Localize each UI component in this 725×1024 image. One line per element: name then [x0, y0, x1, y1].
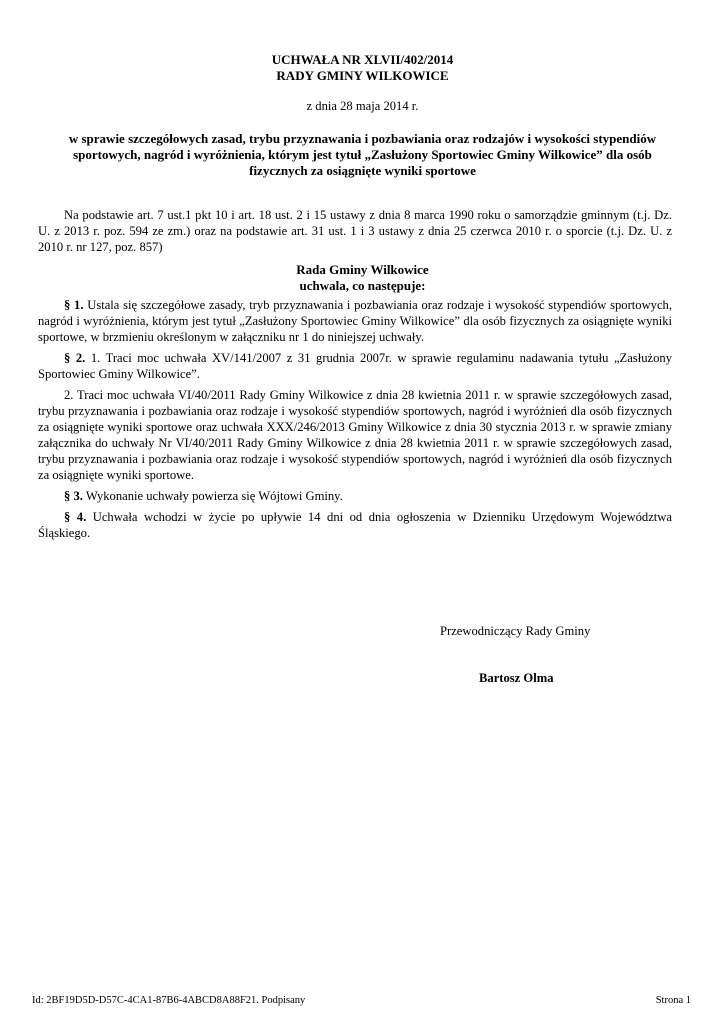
paragraph-3: [38, 488, 672, 504]
paragraph-4: [38, 509, 672, 541]
resolution-body: [38, 297, 672, 541]
document-id-footer: Id: 2BF19D5D-D57C-4CA1-87B6-4ABCD8A88F21. Podpisany: [32, 995, 306, 1006]
paragraph-marker: § 3.: [64, 489, 83, 503]
council-resolves: [60, 262, 665, 294]
page-number: Strona 1: [655, 995, 691, 1006]
paragraph-text: 2. Traci moc uchwała VI/40/2011 Rady Gminy Wilkowice z dnia 28 kwietnia 2011 r. w sprawie szczegółowych zasad, trybu przyznawania i pozbawiania oraz rodzaje i wysokość stypendiów sportowych, nagród i wyróżnień dla osób fizycznych za osiągnięte wyniki sportowe oraz uchwała XXX/246/2013 Gminy Wilkowice z dnia 30 stycznia 2013 r. w sprawie zmiany załącznika do uchwały Nr VI/40/2011 Rady Gminy Wilkowice z dnia 28 kwietnia 2011 r. w sprawie szczegółowych zasad, trybu przyznawania i pozbawiania oraz rodzaje i wysokość stypendiów sportowych, nagród i wyróżnień dla osób fizycznych za osiągnięte wyniki sportowe.: [38, 388, 672, 482]
paragraph-text: 1. Traci moc uchwała XV/141/2007 z 31 grudnia 2007r. w sprawie regulaminu nadawania tytułu „Zasłużony Sportowiec Gminy Wilkowice”.: [38, 351, 672, 381]
resolution-subject: w sprawie szczegółowych zasad, trybu przyznawania i pozbawiania oraz rodzajów i wysokości stypendiów sportowych, nagród i wyróżnienia, którym jest tytuł „Zasłużony Sportowiec Gminy Wilkowice” dla osób fizycznych za osiągnięte wyniki sportowe: [68, 131, 657, 178]
council-line-2: uchwala, co następuje:: [299, 278, 426, 293]
paragraph-1: [38, 297, 672, 345]
paragraph-2: [38, 350, 672, 382]
legal-basis: [38, 207, 672, 255]
paragraph-text: Uchwała wchodzi w życie po upływie 14 dni od dnia ogłoszenia w Dzienniku Urzędowym Województwa Śląskiego.: [38, 510, 672, 540]
signatory-name: Bartosz Olma: [479, 671, 554, 685]
paragraph-text: Ustala się szczegółowe zasady, tryb przyznawania i pozbawiania oraz rodzaje i wysokość stypendiów sportowych, nagród i wyróżnienia, którym jest tytuł „Zasłużony Sportowiec Gminy Wilkowice” dla osób fizycznych za osiągnięte wyniki sportowe, w brzmieniu określonym w załączniku nr 1 do niniejszej uchwały.: [38, 298, 673, 344]
resolution-title: [60, 52, 665, 84]
paragraph-marker: § 4.: [64, 510, 87, 524]
paragraph-text: Wykonanie uchwały powierza się Wójtowi Gminy.: [85, 489, 343, 503]
paragraph-marker: § 1.: [64, 298, 84, 312]
legal-basis-text: Na podstawie art. 7 ust.1 pkt 10 i art. 18 ust. 2 i 15 ustawy z dnia 8 marca 1990 roku o samorządzie gminnym (t.j. Dz. U. z 2013 r. poz. 594 ze zm.) oraz na podstawie art. 31 ust. 1 i 3 ustawy z dnia 25 czerwca 2010 r. o sporcie (t.j. Dz. U. z 2010 r. nr 127, poz. 857): [38, 208, 672, 254]
resolution-number: UCHWAŁA NR XLVII/402/2014: [271, 52, 454, 67]
council-line-1: Rada Gminy Wilkowice: [296, 262, 429, 277]
paragraph-2-item-2: [38, 387, 672, 483]
signatory-role: Przewodniczący Rady Gminy: [440, 624, 591, 638]
paragraph-marker: § 2.: [64, 351, 86, 365]
resolution-date: z dnia 28 maja 2014 r.: [306, 99, 419, 113]
council-name-heading: RADY GMINY WILKOWICE: [276, 68, 449, 83]
